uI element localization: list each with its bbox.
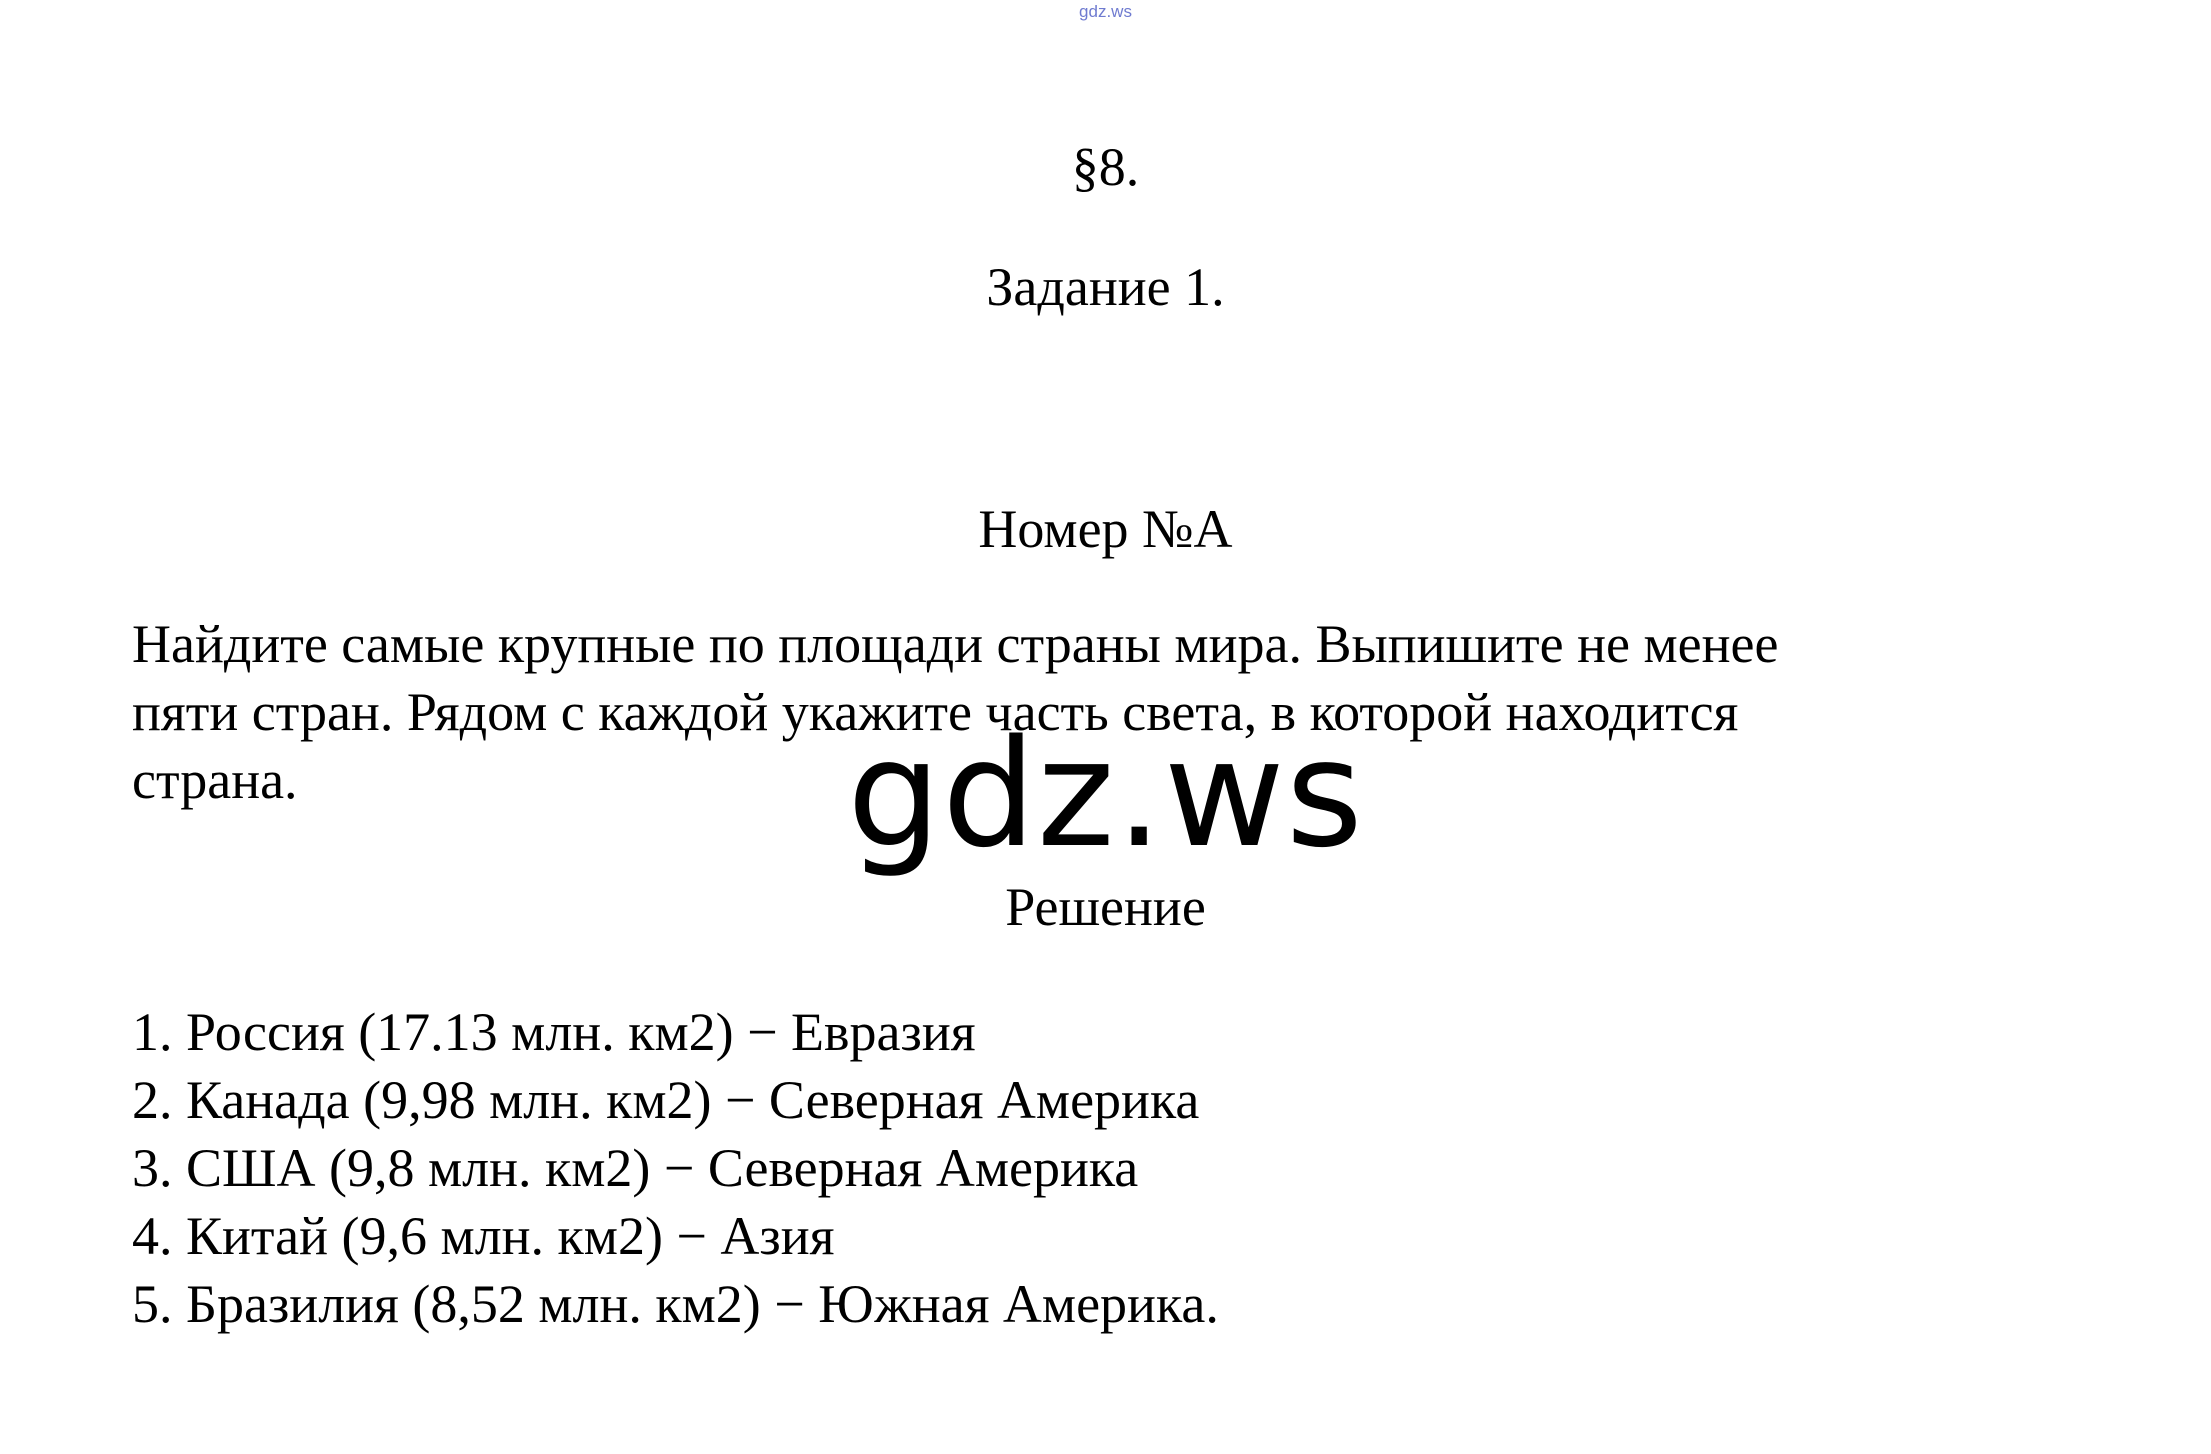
answer-item: 4. Китай (9,6 млн. км2) − Азия: [132, 1206, 835, 1266]
answer-item: 1. Россия (17.13 млн. км2) − Евразия: [132, 1002, 976, 1062]
answer-item: 5. Бразилия (8,52 млн. км2) − Южная Америка.: [132, 1274, 1219, 1334]
task-line: Найдите самые крупные по площади страны мира. Выпишите не менее: [132, 614, 1779, 674]
answer-item: 2. Канада (9,98 млн. км2) − Северная Америка: [132, 1070, 1200, 1130]
task-line: пяти стран. Рядом с каждой укажите часть света, в которой находится: [132, 682, 1739, 742]
watermark: gdz.ws: [847, 708, 1364, 880]
section-heading: §8.: [1071, 137, 1140, 197]
number-label: Номер №А: [978, 499, 1233, 559]
answer-list: [132, 998, 1219, 1338]
top-watermark: gdz.ws: [1079, 2, 1132, 21]
answer-item: 3. США (9,8 млн. км2) − Северная Америка: [132, 1138, 1139, 1198]
task-title: Задание 1.: [986, 257, 1225, 317]
task-line: страна.: [132, 750, 298, 810]
solution-heading: Решение: [1005, 877, 1206, 937]
